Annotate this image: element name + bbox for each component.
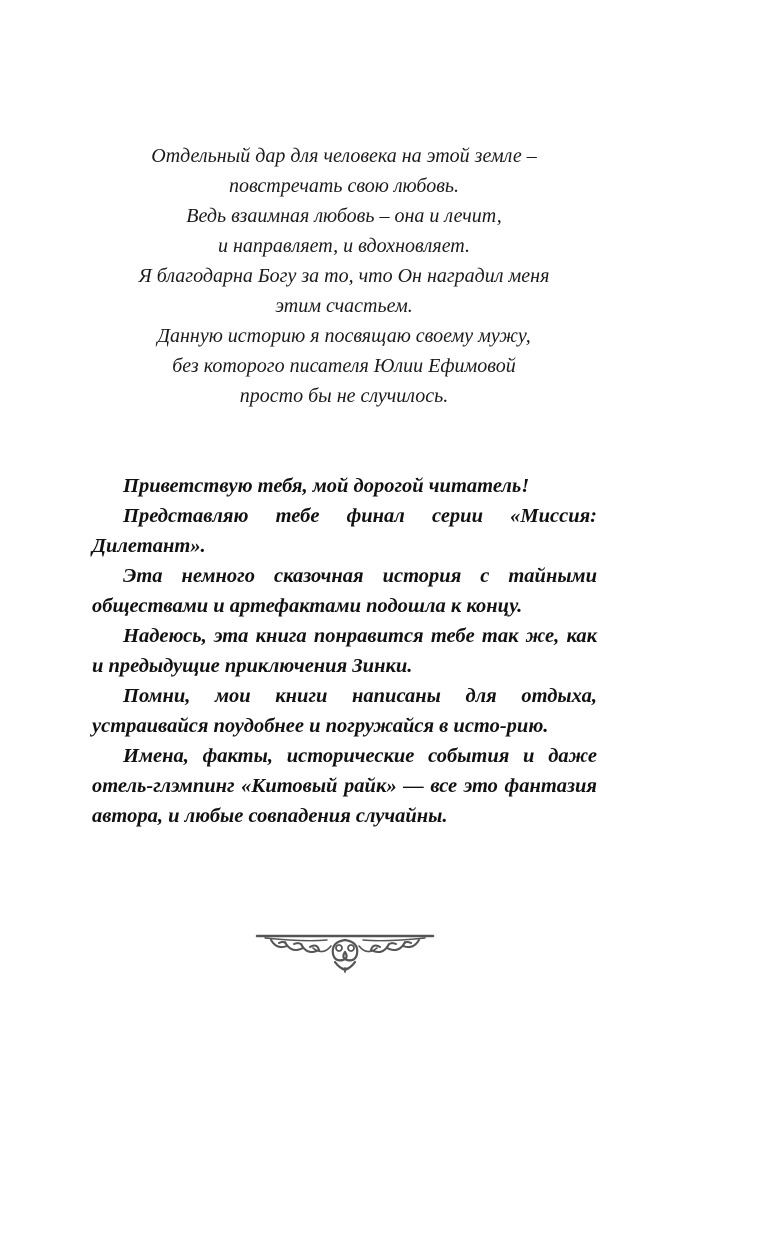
greeting-paragraph: Приветствую тебя, мой дорогой читатель! [123,475,530,497]
greeting-paragraph: Представляю тебе финал серии «Миссия: Дилетант». [92,505,597,557]
dedication-line: без которого писателя Юлии Ефимовой [172,355,516,377]
dedication-line: Данную историю я посвящаю своему мужу, [157,325,531,347]
dedication-line: повстречать свою любовь. [229,175,459,197]
greeting-paragraph: Имена, факты, исторические события и даже отель-глэмпинг «Китовый райк» — все это фантазия автора, и любые совпадения случайны. [92,745,597,827]
greeting-paragraph: Надеюсь, эта книга понравится тебе так же, как и предыдущие приключения Зинки. [92,625,597,677]
greeting-paragraph: Помни, мои книги написаны для отдыха, устраивайся поудобнее и погружайся в исто-рию. [92,685,597,737]
author-greeting [92,471,597,831]
dedication-line: Я благодарна Богу за то, что Он наградил меня [138,265,550,287]
dedication-line: этим счастьем. [275,295,413,317]
greeting-paragraph: Эта немного сказочная история с тайными обществами и артефактами подошла к концу. [92,565,597,617]
flourish-ornament-icon [255,928,435,976]
dedication-line: просто бы не случилось. [239,385,449,407]
dedication-line: и направляет, и вдохновляет. [218,235,470,257]
dedication-line: Отдельный дар для человека на этой земле – [151,145,537,167]
dedication-line: Ведь взаимная любовь – она и лечит, [186,205,502,227]
dedication [92,141,596,411]
